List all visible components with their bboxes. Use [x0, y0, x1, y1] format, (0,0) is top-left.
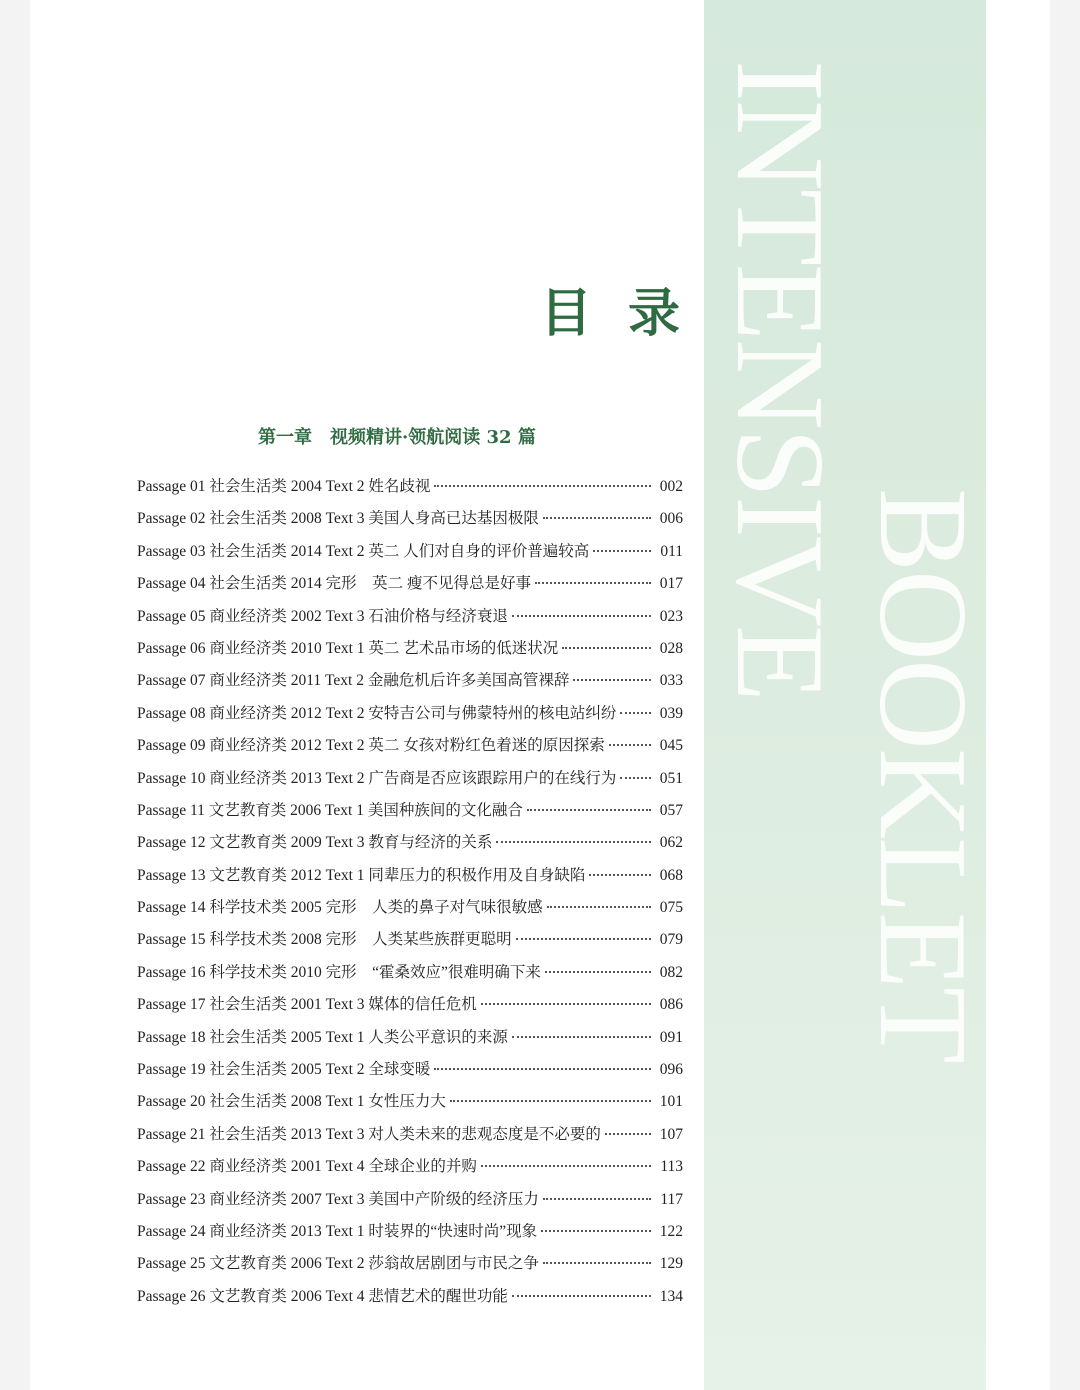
- toc-entry[interactable]: [137, 1089, 683, 1121]
- toc-entry[interactable]: [137, 960, 683, 992]
- toc-entry-title: Passage 06 商业经济类 2010 Text 1 英二 艺术品市场的低迷状况: [137, 639, 559, 657]
- toc-entry-page-number: 017: [659, 575, 683, 593]
- toc-entry-title: Passage 22 商业经济类 2001 Text 4 全球企业的并购: [137, 1158, 477, 1176]
- toc-entry[interactable]: [137, 830, 683, 862]
- toc-entry-page-number: 051: [659, 769, 683, 787]
- toc-dot-leader: [543, 517, 651, 519]
- toc-entry-title: Passage 23 商业经济类 2007 Text 3 美国中产阶级的经济压力: [137, 1190, 539, 1208]
- toc-entry[interactable]: [137, 1251, 683, 1283]
- toc-dot-leader: [547, 906, 651, 908]
- toc-dot-leader: [562, 647, 651, 649]
- toc-entry-title: Passage 11 文艺教育类 2006 Text 1 美国种族间的文化融合: [137, 801, 523, 819]
- toc-entry[interactable]: [137, 733, 683, 765]
- toc-dot-leader: [620, 712, 651, 714]
- toc-dot-leader: [481, 1003, 651, 1005]
- toc-entry[interactable]: [137, 539, 683, 571]
- toc-dot-leader: [605, 1133, 651, 1135]
- toc-entry-page-number: 101: [659, 1093, 683, 1111]
- toc-entry-title: Passage 20 社会生活类 2008 Text 1 女性压力大: [137, 1093, 446, 1111]
- toc-entry[interactable]: [137, 1154, 683, 1186]
- toc-entry-page-number: 039: [659, 704, 683, 722]
- sidebar-word-intensive: INTENSIVE: [710, 60, 849, 700]
- toc-entry-page-number: 079: [659, 931, 683, 949]
- toc-entry-title: Passage 04 社会生活类 2014 完形 英二 瘦不见得总是好事: [137, 575, 531, 593]
- toc-entry-title: Passage 15 科学技术类 2008 完形 人类某些族群更聪明: [137, 931, 512, 949]
- toc-entry-page-number: 011: [660, 542, 683, 560]
- toc-dot-leader: [543, 1198, 651, 1200]
- toc-entry-title: Passage 25 文艺教育类 2006 Text 2 莎翁故居剧团与市民之争: [137, 1255, 539, 1273]
- toc-dot-leader: [434, 1068, 651, 1070]
- toc-entry-title: Passage 13 文艺教育类 2012 Text 1 同辈压力的积极作用及自身缺陷: [137, 866, 586, 884]
- toc-entry-title: Passage 08 商业经济类 2012 Text 2 安特吉公司与佛蒙特州的核电站纠纷: [137, 704, 617, 722]
- toc-entry[interactable]: [137, 668, 683, 700]
- toc-entry[interactable]: [137, 1187, 683, 1219]
- toc-entry[interactable]: [137, 766, 683, 798]
- toc-entry[interactable]: [137, 474, 683, 506]
- toc-entry-page-number: 023: [659, 607, 683, 625]
- toc-entry-title: Passage 05 商业经济类 2002 Text 3 石油价格与经济衰退: [137, 607, 508, 625]
- toc-entry[interactable]: [137, 927, 683, 959]
- toc-entry-title: Passage 18 社会生活类 2005 Text 1 人类公平意识的来源: [137, 1028, 508, 1046]
- page-title: 目录: [540, 283, 717, 344]
- toc-entry[interactable]: [137, 1284, 683, 1316]
- toc-dot-leader: [527, 809, 651, 811]
- toc-entry-title: Passage 24 商业经济类 2013 Text 1 时装界的“快速时尚”现象: [137, 1222, 538, 1240]
- toc-dot-leader: [516, 938, 651, 940]
- toc-entry[interactable]: [137, 571, 683, 603]
- toc-entry[interactable]: [137, 895, 683, 927]
- toc-entry-page-number: 062: [659, 834, 683, 852]
- toc-entry[interactable]: [137, 506, 683, 538]
- chapter-heading: 第一章 视频精讲·领航阅读 32 篇: [258, 427, 536, 448]
- toc-entry[interactable]: [137, 798, 683, 830]
- toc-dot-leader: [496, 841, 651, 843]
- toc-entry-page-number: 002: [659, 478, 683, 495]
- toc-entry-page-number: 107: [659, 1125, 683, 1143]
- toc-dot-leader: [512, 615, 651, 617]
- toc-entry-title: Passage 02 社会生活类 2008 Text 3 美国人身高已达基因极限: [137, 510, 539, 528]
- toc-entry-page-number: 117: [660, 1190, 683, 1208]
- toc-entry-page-number: 113: [660, 1158, 683, 1176]
- toc-entry-page-number: 091: [659, 1028, 683, 1046]
- toc-entry[interactable]: [137, 1122, 683, 1154]
- toc-dot-leader: [541, 1230, 651, 1232]
- toc-dot-leader: [535, 582, 651, 584]
- toc-entry[interactable]: [137, 1057, 683, 1089]
- toc-dot-leader: [620, 777, 651, 779]
- toc-entry-title: Passage 26 文艺教育类 2006 Text 4 悲情艺术的醒世功能: [137, 1287, 508, 1305]
- toc-entry-page-number: 033: [659, 672, 683, 690]
- toc-entry-page-number: 134: [659, 1287, 683, 1305]
- toc-dot-leader: [573, 679, 651, 681]
- toc-entry-page-number: 129: [659, 1255, 683, 1273]
- toc-entry-title: Passage 07 商业经济类 2011 Text 2 金融危机后许多美国高管裸辞: [137, 672, 570, 690]
- toc-entry[interactable]: [137, 1025, 683, 1057]
- toc-entry[interactable]: [137, 1219, 683, 1251]
- toc-entry-page-number: 122: [659, 1222, 683, 1240]
- toc-entry-page-number: 006: [659, 510, 683, 528]
- toc-entry[interactable]: [137, 863, 683, 895]
- table-of-contents: [137, 474, 683, 1316]
- toc-dot-leader: [481, 1165, 651, 1167]
- toc-entry-title: Passage 09 商业经济类 2012 Text 2 英二 女孩对粉红色着迷的原因探索: [137, 737, 605, 755]
- toc-entry[interactable]: [137, 604, 683, 636]
- toc-entry-page-number: 028: [659, 639, 683, 657]
- toc-entry-page-number: 096: [659, 1061, 683, 1079]
- toc-dot-leader: [589, 874, 651, 876]
- toc-entry-page-number: 082: [659, 963, 683, 981]
- toc-entry-title: Passage 10 商业经济类 2013 Text 2 广告商是否应该跟踪用户的在线行为: [137, 769, 617, 787]
- toc-entry-title: Passage 03 社会生活类 2014 Text 2 英二 人们对自身的评价普遍较高: [137, 542, 590, 560]
- toc-dot-leader: [450, 1100, 651, 1102]
- toc-dot-leader: [545, 971, 651, 973]
- toc-entry-title: Passage 14 科学技术类 2005 完形 人类的鼻子对气味很敏感: [137, 899, 543, 917]
- toc-dot-leader: [512, 1295, 651, 1297]
- toc-entry-title: Passage 21 社会生活类 2013 Text 3 对人类未来的悲观态度是不必要的: [137, 1125, 601, 1143]
- toc-dot-leader: [543, 1262, 651, 1264]
- toc-entry-title: Passage 17 社会生活类 2001 Text 3 媒体的信任危机: [137, 996, 477, 1014]
- toc-entry-page-number: 086: [659, 996, 683, 1014]
- toc-dot-leader: [593, 550, 651, 552]
- toc-entry[interactable]: [137, 636, 683, 668]
- toc-entry-title: Passage 19 社会生活类 2005 Text 2 全球变暖: [137, 1061, 431, 1079]
- sidebar-word-booklet: BOOKLET: [853, 488, 992, 1062]
- toc-entry-page-number: 045: [659, 737, 683, 755]
- toc-entry-page-number: 057: [659, 801, 683, 819]
- toc-entry-title: Passage 12 文艺教育类 2009 Text 3 教育与经济的关系: [137, 834, 493, 852]
- toc-dot-leader: [609, 744, 651, 746]
- toc-dot-leader: [434, 485, 651, 487]
- toc-entry-page-number: 075: [659, 899, 683, 917]
- toc-entry[interactable]: [137, 992, 683, 1024]
- toc-dot-leader: [512, 1036, 651, 1038]
- toc-entry-page-number: 068: [659, 866, 683, 884]
- toc-entry-title: Passage 16 科学技术类 2010 完形 “霍桑效应”很难明确下来: [137, 963, 541, 981]
- toc-entry-title: Passage 01 社会生活类 2004 Text 2 姓名歧视: [137, 478, 431, 495]
- toc-entry[interactable]: [137, 701, 683, 733]
